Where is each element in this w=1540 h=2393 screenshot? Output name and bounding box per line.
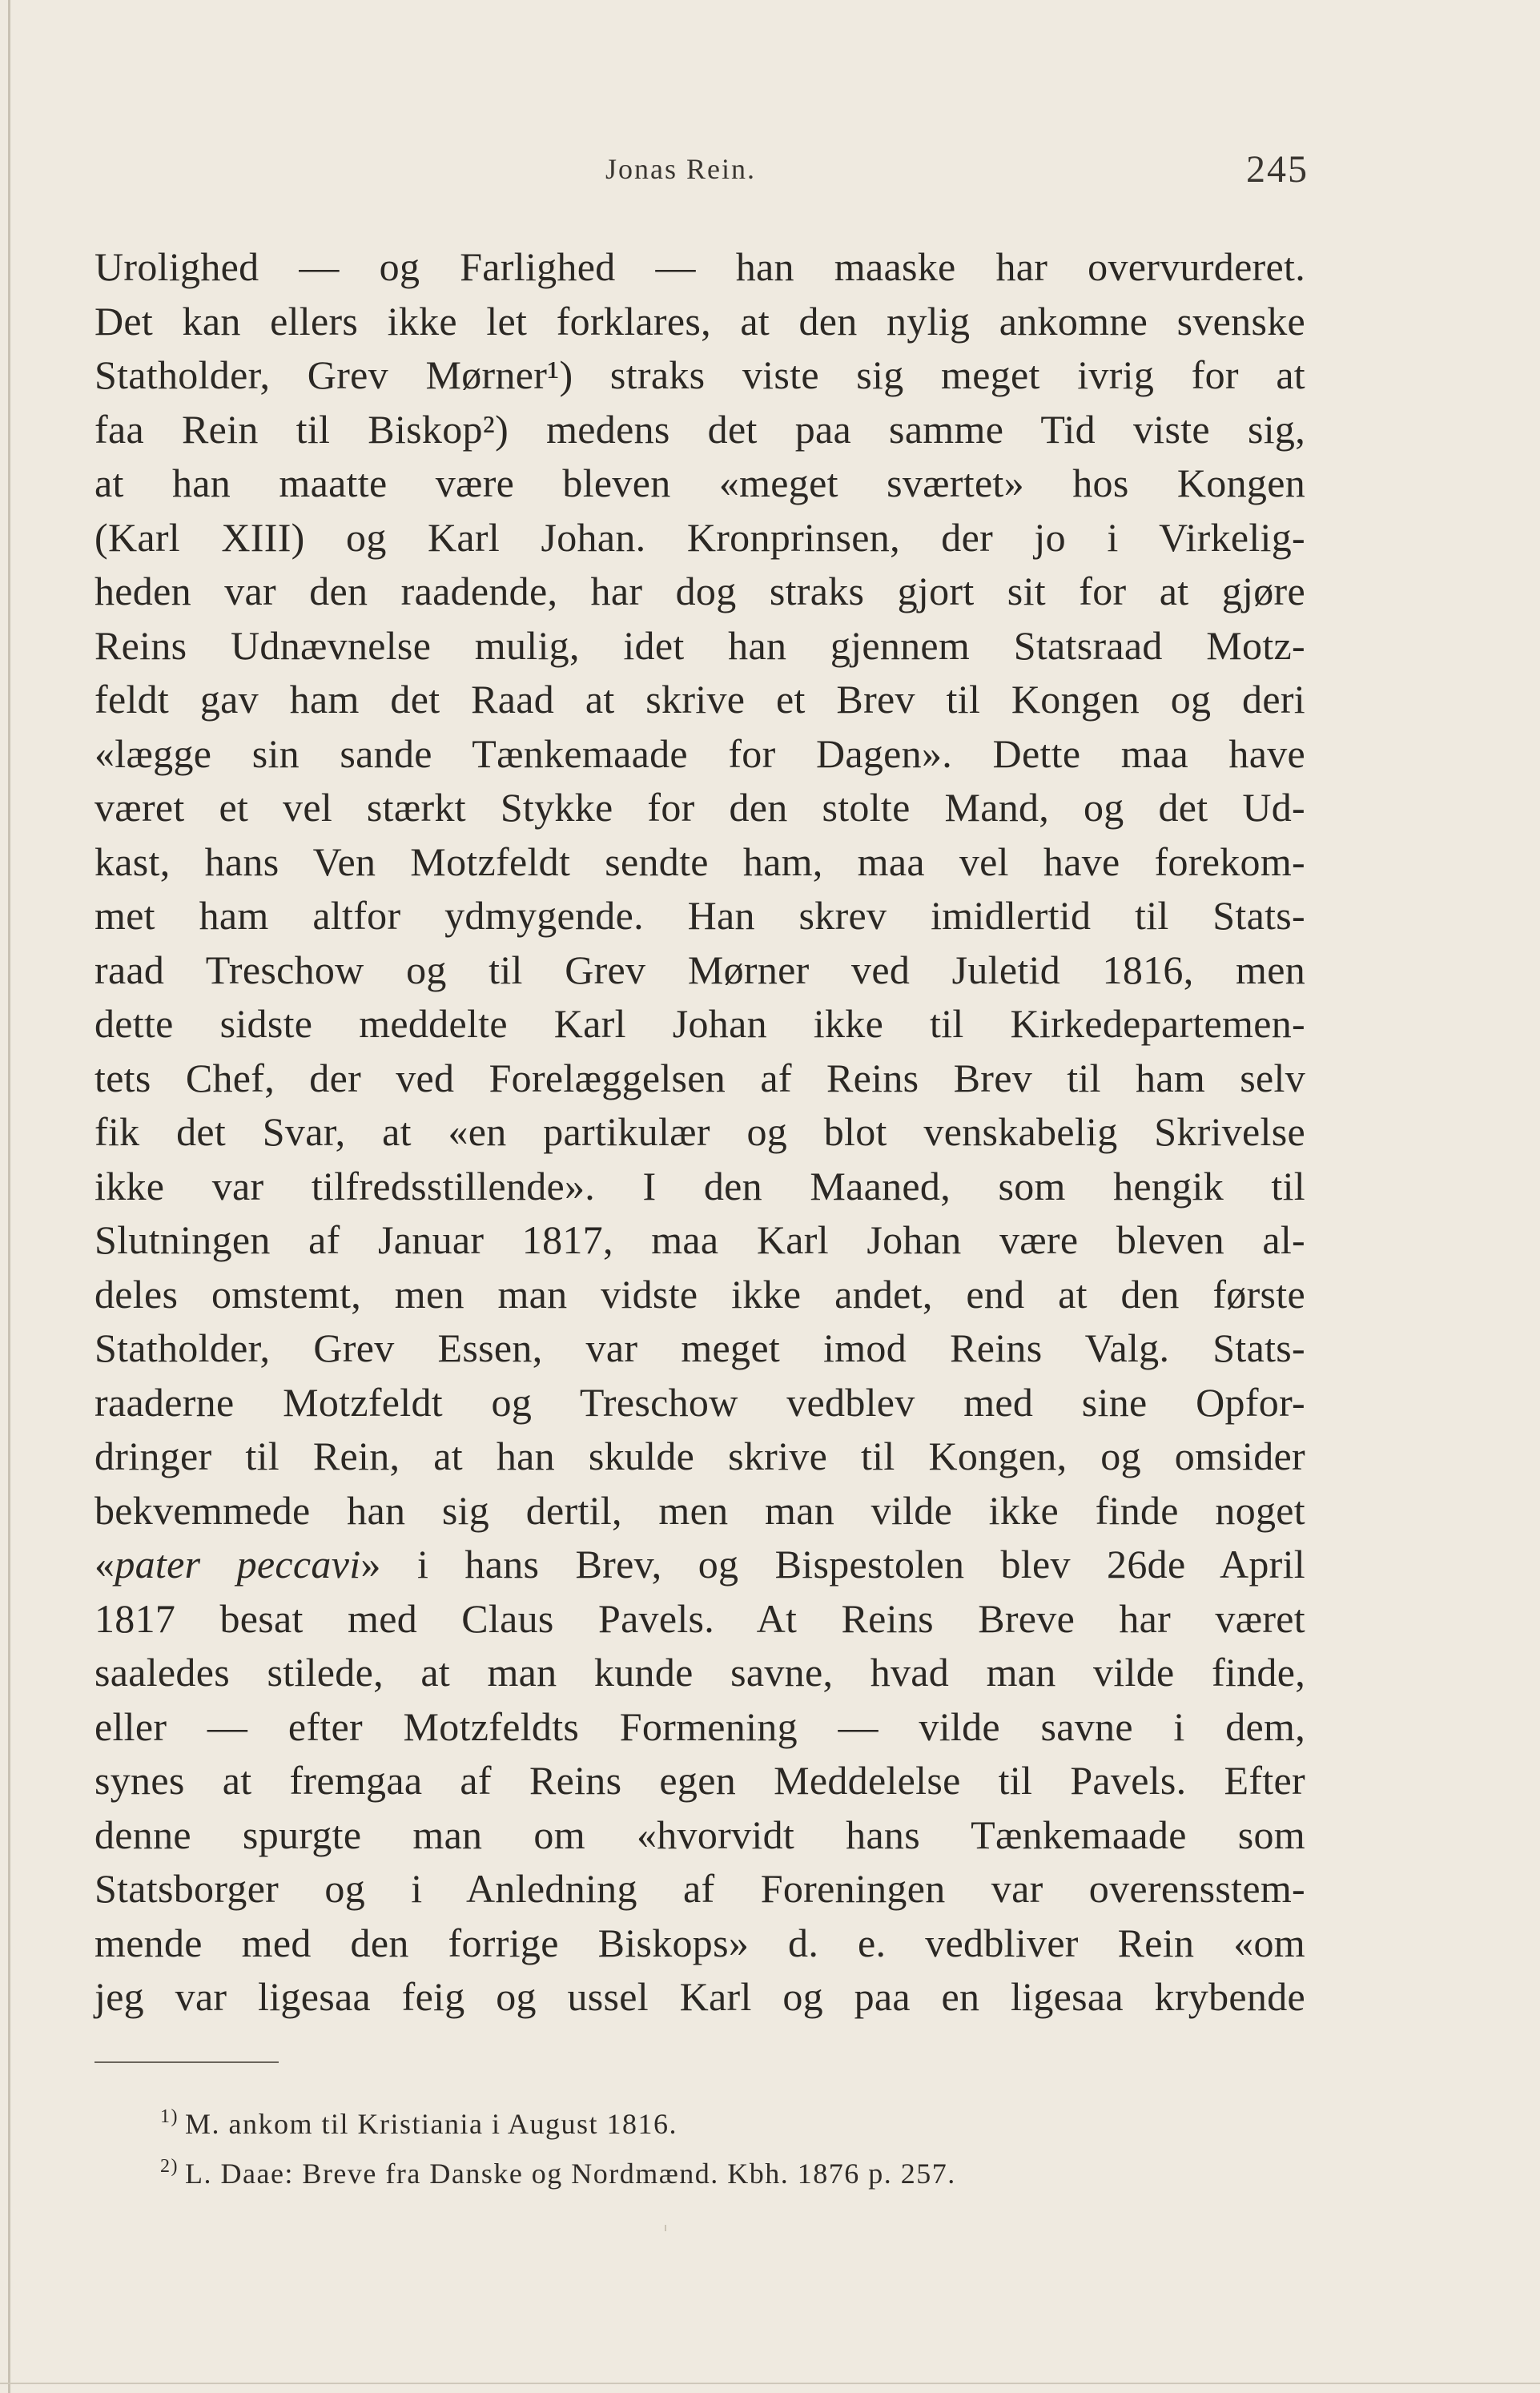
- footnotes: [160, 2092, 1281, 2191]
- text-line: 1817 besat med Claus Pavels. At Reins Breve har været: [94, 1595, 1305, 1641]
- text-line: været et vel stærkt Stykke for den stolte Mand, og det Ud-: [94, 785, 1305, 830]
- text-line: feldt gav ham det Raad at skrive et Brev til Kongen og deri: [94, 677, 1305, 722]
- page-number: 245: [1246, 148, 1309, 191]
- body-text: [94, 240, 1305, 2025]
- footnote-marker: 1): [160, 2106, 179, 2127]
- text-line: faa Rein til Biskop²) medens det paa samme Tid viste sig,: [94, 406, 1305, 452]
- text-line: raad Treschow og til Grev Mørner ved Juletid 1816, men: [94, 947, 1305, 992]
- running-head: Jonas Rein.: [605, 153, 756, 185]
- text-line: Statsborger og i Anledning af Foreningen var overensstem-: [94, 1866, 1305, 1911]
- page-edge: [8, 0, 10, 2393]
- text-line: eller — efter Motzfeldts Formening — vilde savne i dem,: [94, 1703, 1305, 1749]
- text-line: ikke var tilfredsstillende». I den Maaned, som hengik til: [94, 1163, 1305, 1209]
- text-line: raaderne Motzfeldt og Treschow vedblev med sine Opfor-: [94, 1379, 1305, 1425]
- text-line: «pater peccavi» i hans Brev, og Bispestolen blev 26de April: [94, 1542, 1305, 1587]
- text-line: Reins Udnævnelse mulig, idet han gjennem Statsraad Motz-: [94, 622, 1305, 668]
- text-line: «lægge sin sande Tænkemaade for Dagen». Dette maa have: [94, 730, 1305, 776]
- text-line: synes at fremgaa af Reins egen Meddelelse til Pavels. Efter: [94, 1758, 1305, 1803]
- text-line: mende med den forrige Biskops» d. e. vedbliver Rein «om: [94, 1920, 1305, 1965]
- footnote-separator: [94, 2061, 279, 2063]
- text-line: Statholder, Grev Mørner¹) straks viste sig meget ivrig for at: [94, 352, 1305, 397]
- text-line: heden var den raadende, har dog straks gjort sit for at gjøre: [94, 569, 1305, 613]
- text-line: tets Chef, der ved Forelæggelsen af Reins Brev til ham selv: [94, 1055, 1305, 1100]
- text-line: Urolighed — og Farlighed — han maaske har overvurderet.: [94, 244, 1305, 289]
- print-speck: [665, 2225, 666, 2231]
- text-line: jeg var ligesaa feig og ussel Karl og paa en ligesaa krybende: [94, 1974, 1305, 2019]
- text-line: dette sidste meddelte Karl Johan ikke til Kirkedepartemen-: [94, 1001, 1305, 1046]
- text-line: fik det Svar, at «en partikulær og blot venskabelig Skrivelse: [94, 1109, 1305, 1154]
- footnote-text: L. Daae: Breve fra Danske og Nordmænd. Kbh. 1876 p. 257.: [185, 2158, 956, 2190]
- text-line: at han maatte være bleven «meget sværtet» hos Kongen: [94, 461, 1305, 505]
- italic-phrase: pater peccavi: [115, 1542, 361, 1587]
- text-line: kast, hans Ven Motzfeldt sendte ham, maa vel have forekom-: [94, 839, 1305, 884]
- text-line: (Karl XIII) og Karl Johan. Kronprinsen, der jo i Virkelig-: [94, 514, 1305, 560]
- text-line: Statholder, Grev Essen, var meget imod Reins Valg. Stats-: [94, 1325, 1305, 1370]
- text-line: dringer til Rein, at han skulde skrive til Kongen, og omsider: [94, 1434, 1305, 1478]
- footnote-text: M. ankom til Kristiania i August 1816.: [185, 2108, 678, 2140]
- text-line: Det kan ellers ikke let forklares, at den nylig ankomne svenske: [94, 298, 1305, 344]
- footnote-2: [160, 2142, 1281, 2191]
- text-line: met ham altfor ydmygende. Han skrev imidlertid til Stats-: [94, 893, 1305, 938]
- footnote-marker: 2): [160, 2156, 179, 2177]
- footnote-1: [160, 2092, 1281, 2142]
- text-line: denne spurgte man om «hvorvidt hans Tænkemaade som: [94, 1812, 1305, 1857]
- text-line: bekvemmede han sig dertil, men man vilde ikke finde noget: [94, 1487, 1305, 1533]
- text-line: Slutningen af Januar 1817, maa Karl Johan være bleven al-: [94, 1217, 1305, 1262]
- page-bottom-edge: [0, 2383, 1540, 2384]
- text-line: deles omstemt, men man vidste ikke andet, end at den første: [94, 1271, 1305, 1317]
- text-line: saaledes stilede, at man kunde savne, hvad man vilde finde,: [94, 1650, 1305, 1695]
